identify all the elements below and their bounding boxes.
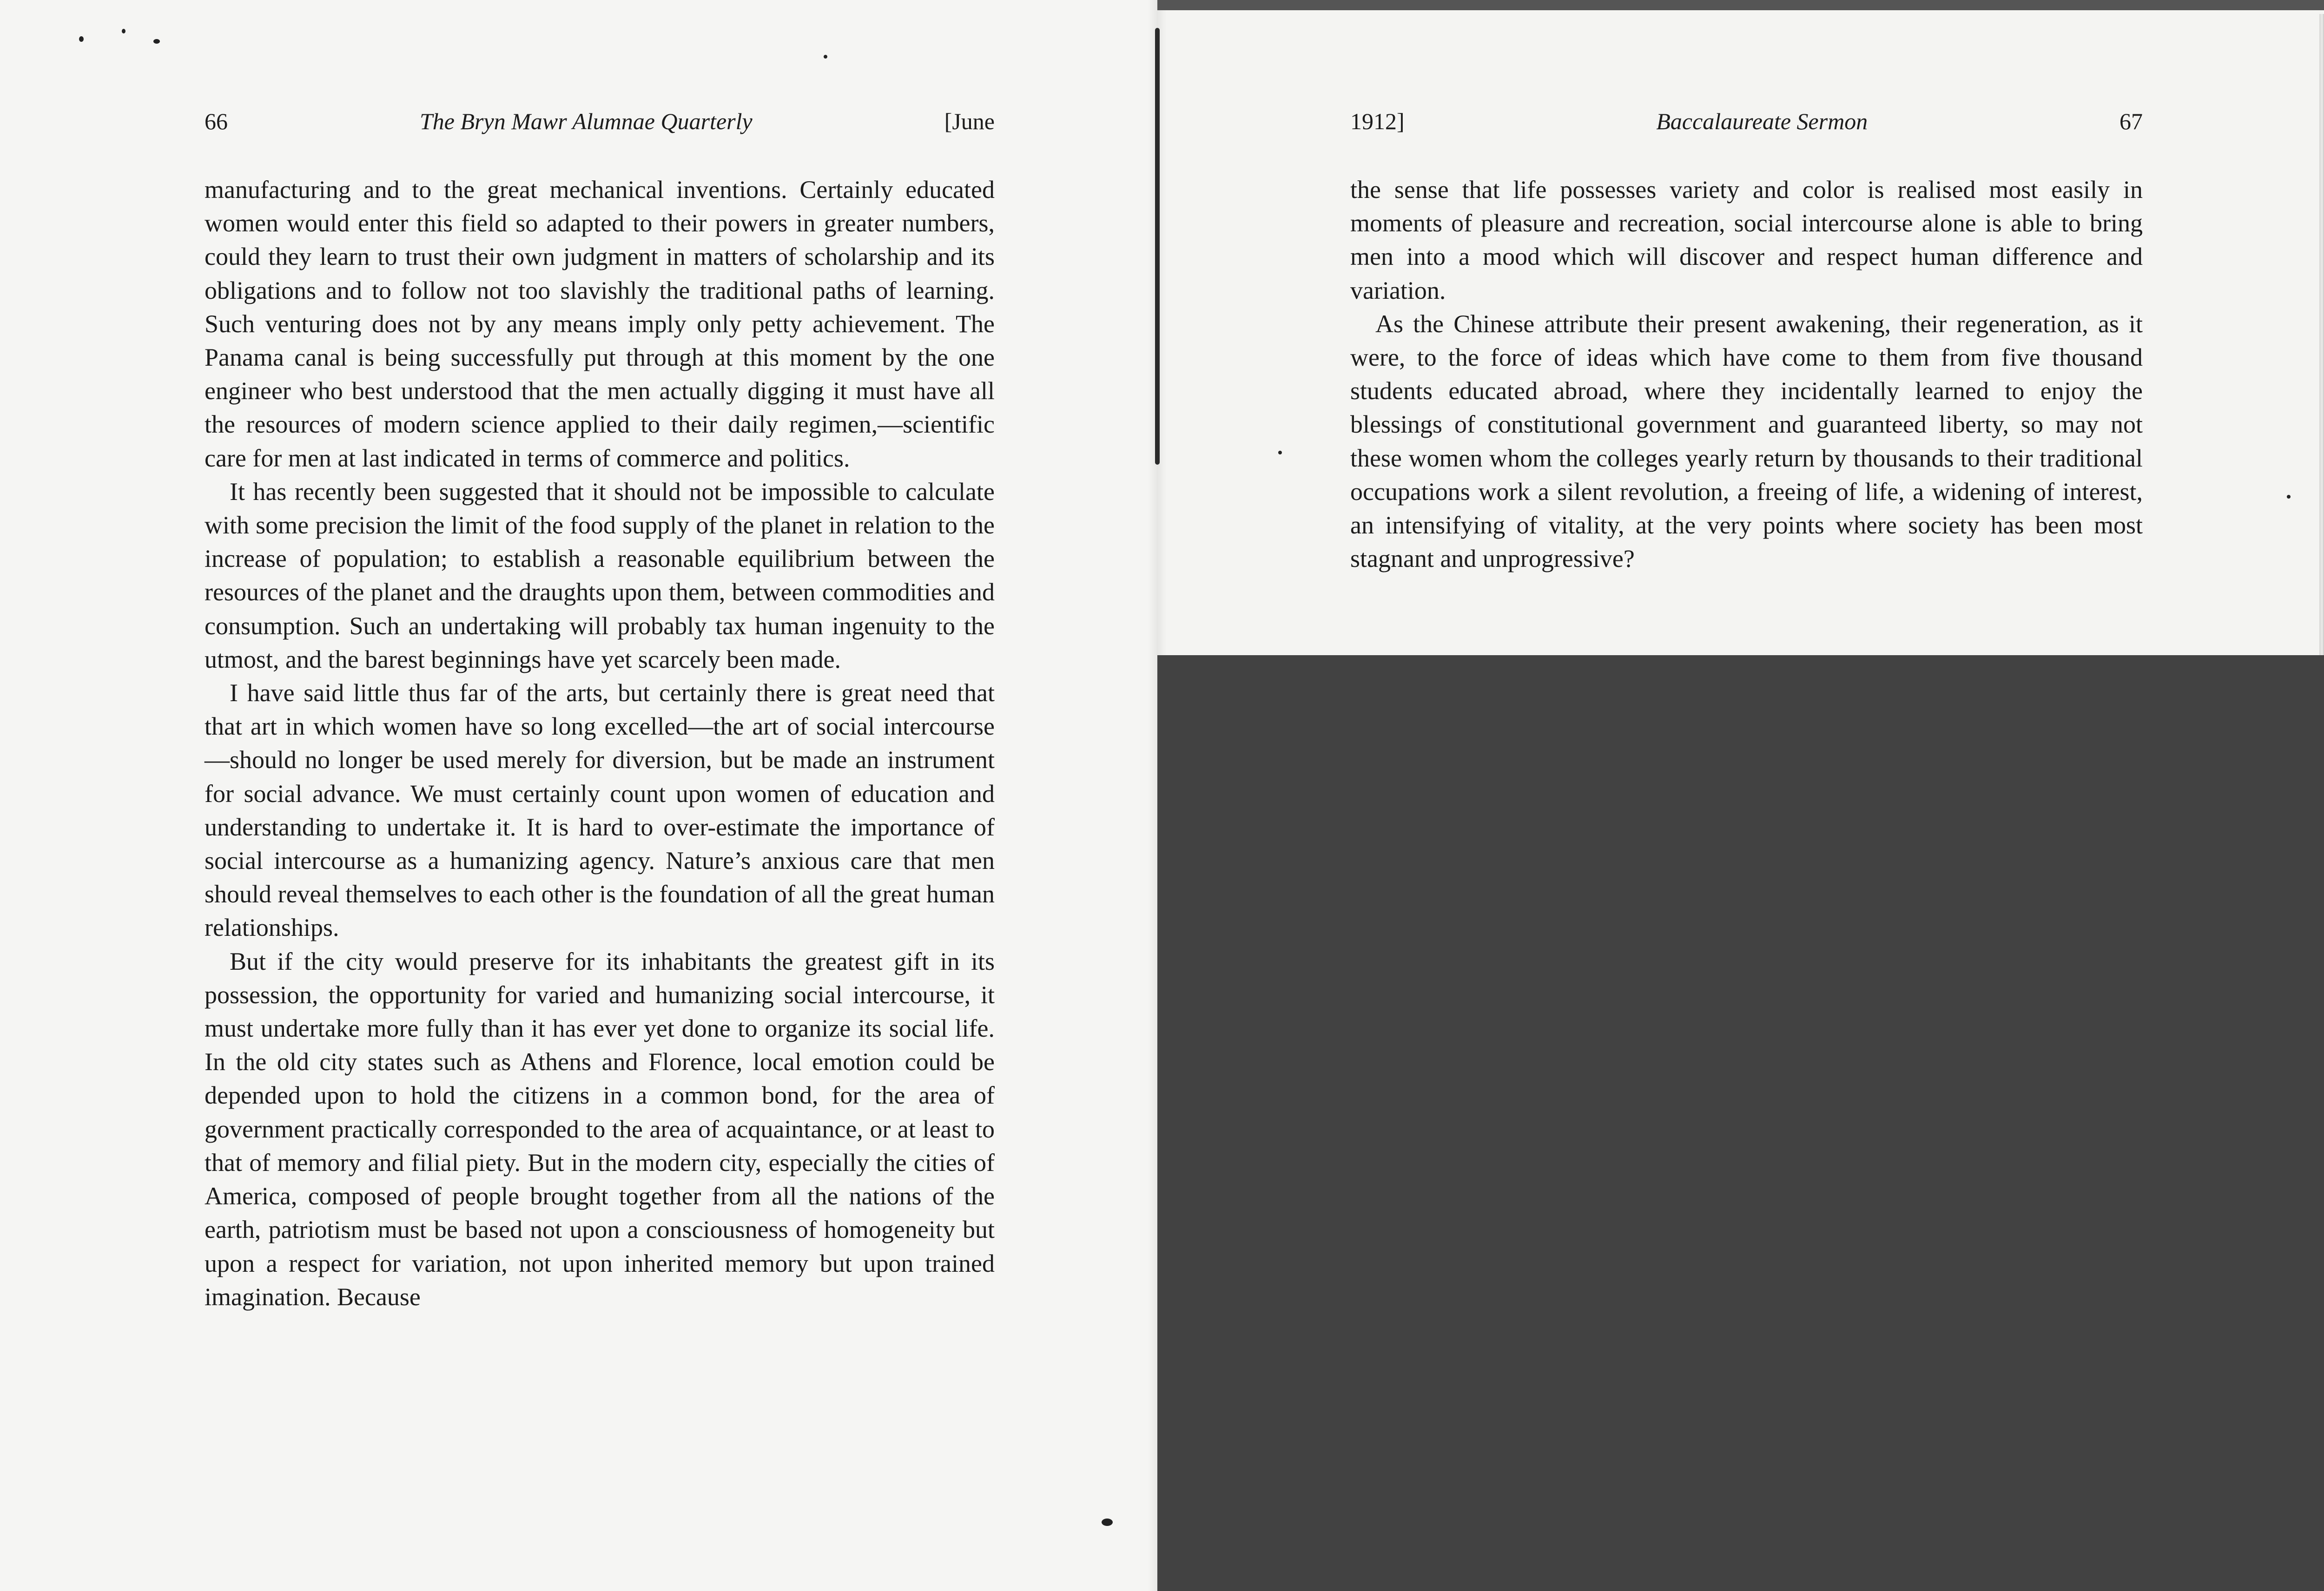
left-running-head [205, 108, 995, 135]
scan-speck [1102, 1519, 1113, 1526]
left-page-body [205, 173, 995, 1314]
scan-top-border [1157, 0, 2324, 10]
left-running-title: The Bryn Mawr Alumnae Quarterly [420, 108, 753, 134]
right-running-date: 1912] [1350, 108, 1405, 134]
right-page-body [1350, 173, 2143, 575]
scan-speck [153, 39, 160, 44]
scan-speck [79, 36, 84, 42]
left-paragraph-2: It has recently been suggested that it should not be impossible to calculate with some precision the limit of the food supply of the planet in relation to the increase of population; to establish a reasonable equilibrium between the resources of the planet and the draughts upon them, between commodities and consumption. Such an undertaking will probably tax human ingenuity to the utmost, and the barest beginnings have yet scarcely been made. [205, 477, 995, 673]
scanner-dark-area [1157, 655, 2324, 1591]
right-running-title: Baccalaureate Sermon [1656, 108, 1868, 134]
left-paragraph-1: manufacturing and to the great mechanical inventions. Certainly educated women would enter this field so adapted to their powers in greater numbers, could they learn to trust their own judgment in matters of scholarship and its obligations and to follow not too slavishly the traditional paths of learning. Such venturing does not by any means imply only petty achievement. The Panama canal is being successfully put through at this moment by the one engineer who best understood that the men actually digging it must have all the resources of modern science applied to their daily regimen,—scientific care for men at last indicated in terms of commerce and politics. [205, 176, 995, 472]
left-running-date: [June [944, 108, 995, 134]
left-paragraph-4: But if the city would preserve for its inhabitants the greatest gift in its possession, the opportunity for varied and humanizing social intercourse, it must undertake more fully than it has ever yet done to organize its social life. In the old city states such as Athens and Florence, local emotion could be depended upon to hold the citizens in a common bond, for the area of government practically corresponded to the area of acquaintance, or at least to that of memory and filial piety. But in the modern city, especially the cities of America, composed of people brought together from all the nations of the earth, patriotism must be based not upon a consciousness of homogeneity but upon a respect for variation, not upon inherited memory but upon trained imagination. Because [205, 947, 995, 1311]
left-page-number: 66 [205, 108, 228, 134]
right-page-number: 67 [2119, 108, 2143, 134]
left-page [0, 0, 1157, 1591]
scan-speck [824, 55, 827, 59]
left-paragraph-3: I have said little thus far of the arts, but certainly there is great need that that art in which women have so long excelled—the art of social intercourse—should no longer be used merely for diversion, but be made an instrument for social advance. We must certainly count upon women of education and understanding to undertake it. It is hard to over-estimate the importance of social intercourse as a humanizing agency. Nature’s anxious care that men should reveal themselves to each other is the foundation of all the great human relationships. [205, 679, 995, 942]
right-paragraph-1: the sense that life possesses variety and color is realised most easily in moments of pleasure and recreation, social intercourse alone is able to bring men into a mood which will discover and respect human difference and variation. [1350, 176, 2143, 304]
right-running-head [1350, 108, 2143, 135]
right-paragraph-2: As the Chinese attribute their present awakening, their regeneration, as it were, to the force of ideas which have come to them from five thousand students educated abroad, where they incidentally learned to enjoy the blessings of constitutional government and guaranteed liberty, so may not these women whom the colleges yearly return by thousands to their traditional occupations work a silent revolution, a freeing of life, a widening of interest, an intensifying of vitality, at the very points where society has been most stagnant and unprogressive? [1350, 309, 2143, 573]
page-edge-strip [2319, 14, 2324, 655]
scan-speck [2287, 495, 2291, 499]
gutter-binding-line [1155, 28, 1160, 465]
scan-speck [122, 29, 125, 33]
scan-speck [1278, 451, 1282, 454]
